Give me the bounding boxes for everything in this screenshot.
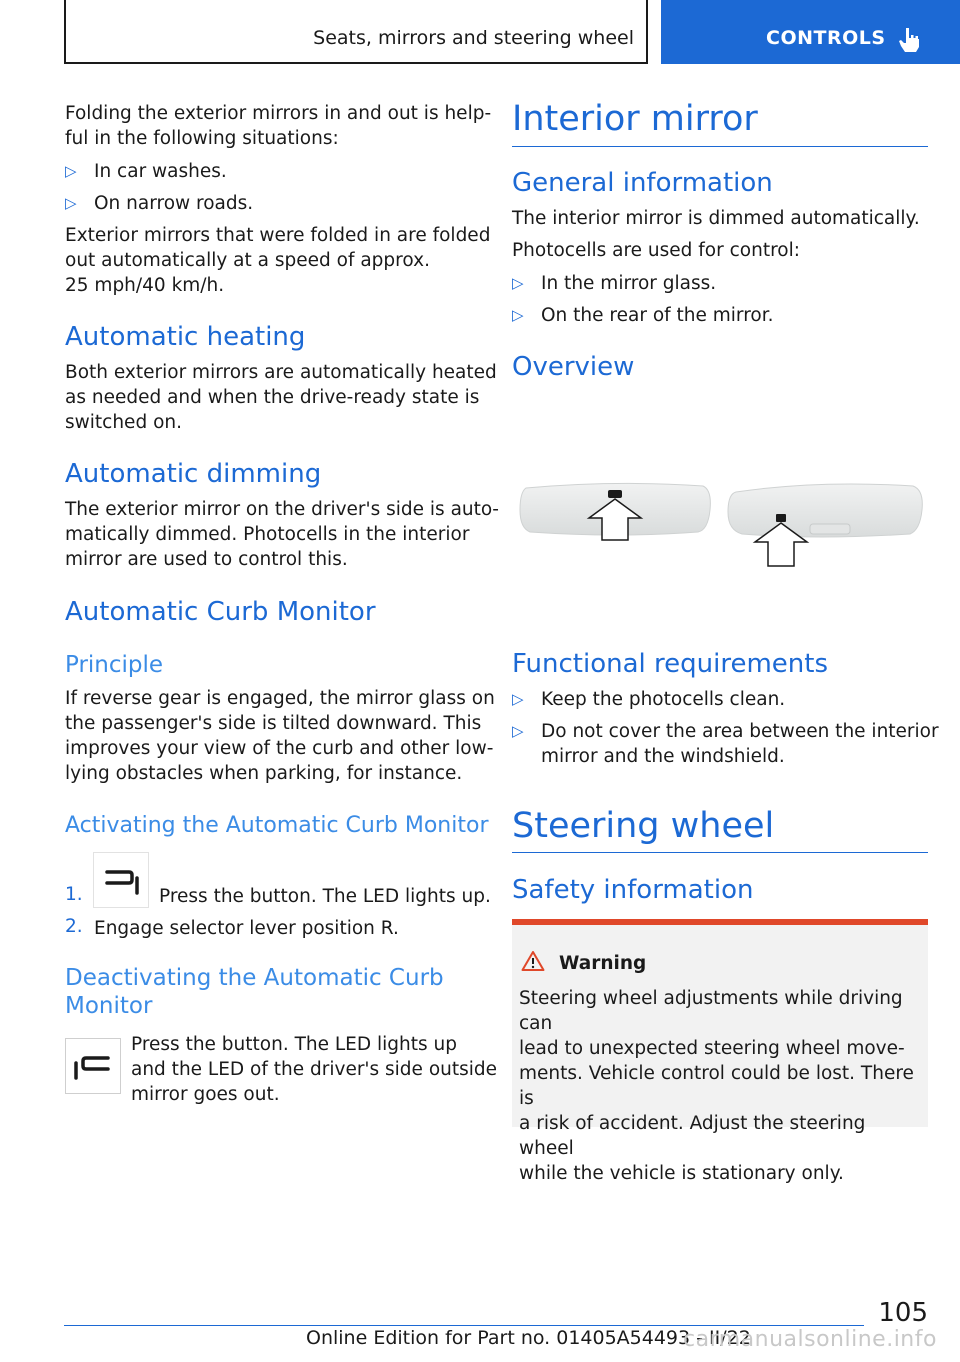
heading-curb-monitor: Automatic Curb Monitor — [65, 597, 376, 627]
warning-line: Steering wheel adjustments while driving can — [519, 988, 903, 1034]
hand-pointer-icon — [897, 27, 921, 53]
warning-box — [512, 919, 928, 1184]
interior-mirror-illustration — [518, 480, 928, 570]
heating-line-1: Both exterior mirrors are automatically heated — [65, 362, 497, 383]
intro-line-1: Folding the exterior mirrors in and out is help‐ — [65, 103, 492, 124]
foldout-line-1: Exterior mirrors that were folded in are folded — [65, 225, 491, 246]
chapter-title: CONTROLS — [766, 27, 886, 49]
heading-steering-wheel: Steering wheel — [512, 806, 775, 846]
curb-monitor-button-icon — [65, 1038, 121, 1094]
warning-line: a risk of accident. Adjust the steering wheel — [519, 1113, 866, 1159]
bullet-icon: ▷ — [512, 306, 524, 324]
curb-monitor-button-icon — [93, 852, 149, 908]
step-number: 2. — [65, 916, 83, 937]
list-item: In car washes. — [94, 161, 227, 182]
page-number: 105 — [878, 1298, 928, 1328]
heading-activating: Activating the Automatic Curb Monitor — [65, 813, 489, 838]
header-section-bar — [64, 0, 648, 64]
heating-line-3: switched on. — [65, 412, 182, 433]
bullet-icon: ▷ — [512, 722, 524, 740]
list-item: On narrow roads. — [94, 193, 254, 214]
section-divider — [512, 852, 928, 853]
foldout-line-2: out automatically at a speed of approx. — [65, 250, 430, 271]
dimming-line-2: matically dimmed. Photocells in the interior — [65, 524, 470, 545]
step-number: 1. — [65, 884, 83, 905]
curb-monitor-button-icon — [94, 853, 148, 907]
heading-functional-requirements: Functional requirements — [512, 649, 828, 679]
principle-line-3: improves your view of the curb and other low- — [65, 738, 494, 759]
heading-safety-information: Safety information — [512, 875, 754, 905]
footer-edition: Online Edition for Part no. 01405A54493 - II/22 — [306, 1327, 751, 1349]
bullet-icon: ▷ — [512, 274, 524, 292]
deactivating-line-2: and the LED of the driver's side outside — [131, 1059, 498, 1080]
heading-overview: Overview — [512, 352, 635, 382]
section-title: Seats, mirrors and steering wheel — [313, 27, 634, 49]
dimming-line-3: mirror are used to control this. — [65, 549, 348, 570]
warning-text — [519, 986, 921, 1186]
deactivating-line-3: mirror goes out. — [131, 1084, 280, 1105]
heading-deactivating-1: Deactivating the Automatic Curb — [65, 965, 444, 991]
footer-divider — [64, 1325, 864, 1326]
header-chapter-tab[interactable] — [661, 0, 960, 64]
heading-automatic-heating: Automatic heating — [65, 322, 306, 352]
photocells-text: Photocells are used for control: — [512, 240, 800, 261]
principle-line-4: lying obstacles when parking, for instance. — [65, 763, 463, 784]
heading-interior-mirror: Interior mirror — [512, 99, 758, 139]
warning-line: lead to unexpected steering wheel move‐ — [519, 1038, 905, 1059]
heading-principle: Principle — [65, 652, 164, 678]
bullet-icon: ▷ — [65, 194, 77, 212]
bullet-icon: ▷ — [65, 162, 77, 180]
photocell-rear-icon — [776, 514, 786, 522]
warning-line: ments. Vehicle control could be lost. There is — [519, 1063, 914, 1109]
deactivating-line-1: Press the button. The LED lights up — [131, 1034, 457, 1055]
list-item: Keep the photocells clean. — [541, 689, 786, 710]
warning-title: Warning — [559, 953, 647, 974]
principle-line-1: If reverse gear is engaged, the mirror glass on — [65, 688, 495, 709]
list-item: In the mirror glass. — [541, 273, 717, 294]
heading-deactivating-2: Monitor — [65, 993, 153, 1019]
heading-general-information: General information — [512, 168, 773, 198]
photocell-front-icon — [608, 490, 622, 498]
step-text: Engage selector lever position R. — [94, 918, 399, 939]
step-text: Press the button. The LED lights up. — [159, 886, 491, 907]
foldout-line-3: 25 mph/40 km/h. — [65, 275, 225, 296]
bullet-icon: ▷ — [512, 690, 524, 708]
heating-line-2: as needed and when the drive-ready state is — [65, 387, 480, 408]
list-item: On the rear of the mirror. — [541, 305, 774, 326]
warning-line: while the vehicle is stationary only. — [519, 1163, 844, 1184]
principle-line-2: the passenger's side is tilted downward. This — [65, 713, 482, 734]
curb-monitor-button-icon — [66, 1039, 120, 1093]
intro-line-2: ful in the following situations: — [65, 128, 339, 149]
warning-triangle-icon — [521, 950, 545, 972]
watermark: carmanualsonline.info — [683, 1327, 937, 1352]
section-divider — [512, 146, 928, 147]
list-item-line-1: Do not cover the area between the interior — [541, 721, 939, 742]
heading-automatic-dimming: Automatic dimming — [65, 459, 322, 489]
general-text: The interior mirror is dimmed automatically. — [512, 208, 920, 229]
list-item-line-2: mirror and the windshield. — [541, 746, 785, 767]
dimming-line-1: The exterior mirror on the driver's side is auto‐ — [65, 499, 499, 520]
